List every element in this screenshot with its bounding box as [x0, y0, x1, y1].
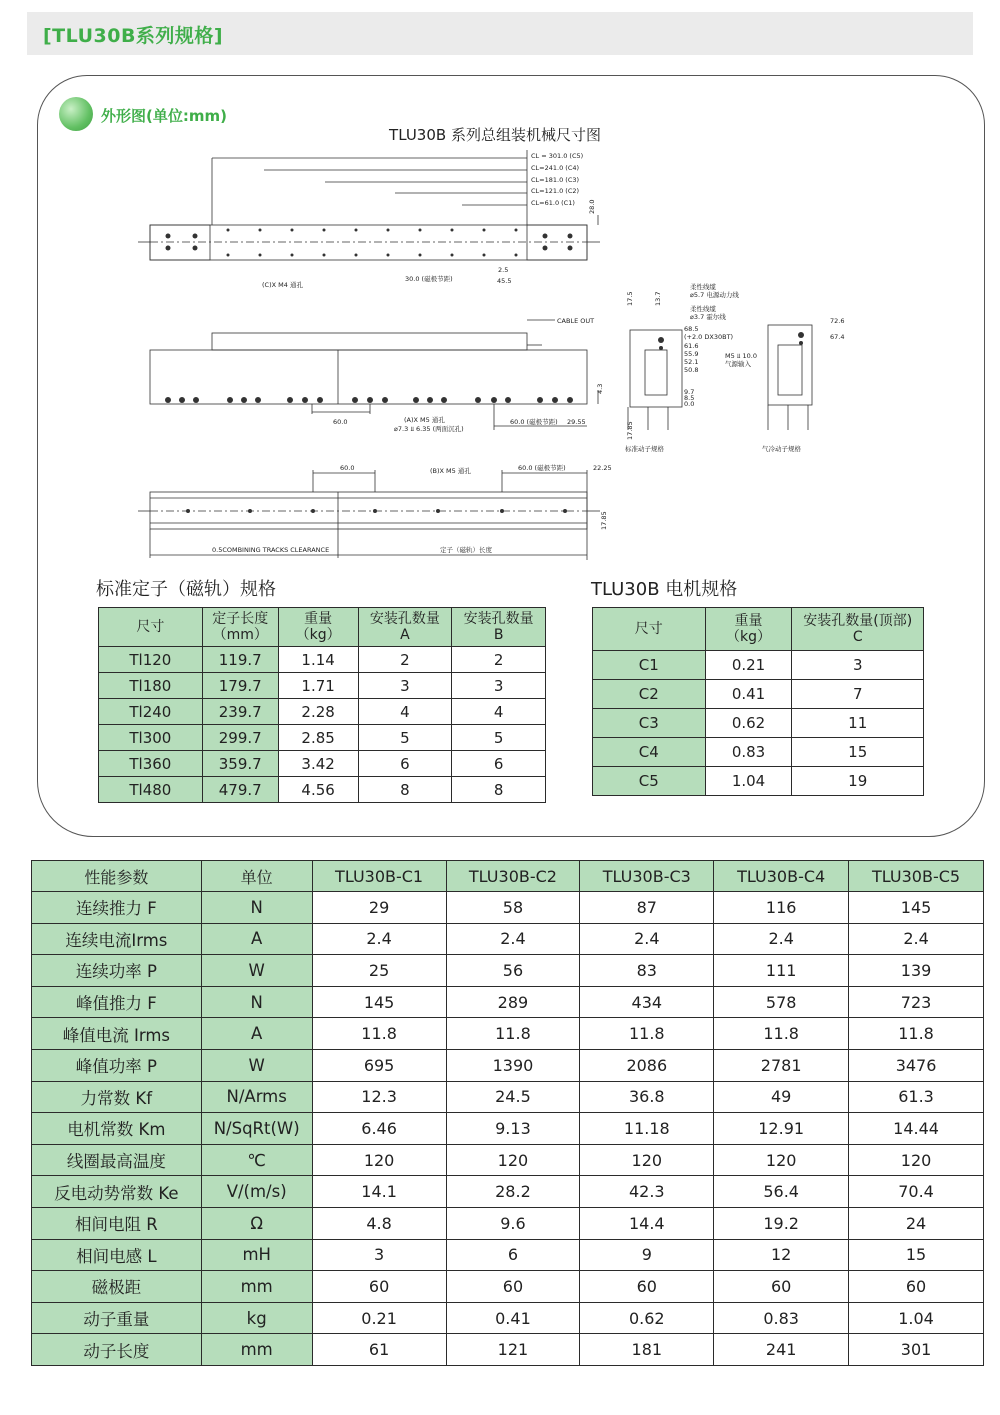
table-cell: 8	[358, 777, 452, 803]
dim-52-1: 52.1	[684, 358, 699, 366]
dim-cl3: CL=181.0 (C3)	[531, 176, 580, 184]
table-cell: 12.3	[312, 1081, 446, 1113]
table-cell: 4	[452, 699, 546, 725]
table-cell: 111	[714, 955, 849, 987]
table-cell: 相间电阻 R	[32, 1207, 202, 1239]
table-cell: 239.7	[202, 699, 278, 725]
table-cell: 60	[446, 1271, 580, 1303]
table-cell: 电机常数 Km	[32, 1113, 202, 1145]
table-cell: Tl180	[99, 673, 203, 699]
table-cell: 动子重量	[32, 1302, 202, 1334]
table-cell: 线圈最高温度	[32, 1144, 202, 1176]
table-row	[32, 1207, 984, 1239]
standard-mover-end-view	[630, 330, 682, 407]
table-cell: 145	[312, 986, 446, 1018]
table-cell: 120	[446, 1144, 580, 1176]
table-cell: 479.7	[202, 777, 278, 803]
label-cable-power: 柔性线缆	[690, 283, 716, 291]
table-cell: 299.7	[202, 725, 278, 751]
table-cell: 峰值功率 P	[32, 1049, 202, 1081]
table-row	[32, 1302, 984, 1334]
table-cell: 2.4	[580, 923, 714, 955]
dim-4-3: 4.3	[596, 383, 604, 394]
performance-table	[31, 860, 984, 1366]
dim-60a: 60.0	[333, 418, 348, 426]
table-cell: Tl360	[99, 751, 203, 777]
table-cell: 15	[849, 1239, 984, 1271]
table-cell: C4	[593, 738, 706, 767]
label-m5-air: M5 ⫫ 10.0	[725, 352, 758, 360]
dim-17-85: 17.85	[600, 511, 608, 530]
table-cell: 2781	[714, 1049, 849, 1081]
table-cell: 12	[714, 1239, 849, 1271]
table-cell: 19.2	[714, 1207, 849, 1239]
dim-17-5: 17.5	[626, 291, 634, 306]
mover-side-view	[212, 333, 527, 350]
table-cell: Tl120	[99, 647, 203, 673]
table-row	[32, 1239, 984, 1271]
table-cell: 60	[849, 1271, 984, 1303]
table-row	[99, 699, 546, 725]
table-cell: 56.4	[714, 1176, 849, 1208]
table-cell: 359.7	[202, 751, 278, 777]
table-cell: 2.4	[714, 923, 849, 955]
column-header: 重量 （kg）	[705, 608, 792, 651]
table-row	[99, 673, 546, 699]
table-cell: 8	[452, 777, 546, 803]
dim-dx30bt: (+2.0 DX30BT)	[684, 333, 734, 341]
table-cell: mm	[201, 1271, 312, 1303]
column-header: TLU30B-C2	[446, 861, 580, 892]
table-cell: mm	[201, 1334, 312, 1366]
table-cell: 119.7	[202, 647, 278, 673]
column-header: 定子长度 （mm）	[202, 608, 278, 647]
label-air-inlet: 气源输入	[725, 360, 751, 368]
table-cell: 25	[312, 955, 446, 987]
table-cell: 反电动势常数 Ke	[32, 1176, 202, 1208]
outline-title: 外形图(单位:mm)	[101, 107, 227, 125]
table-cell: 1.14	[278, 647, 358, 673]
table-cell: 301	[849, 1334, 984, 1366]
table-row	[99, 777, 546, 803]
table-cell: 61.3	[849, 1081, 984, 1113]
table-cell: A	[201, 1018, 312, 1050]
table-cell: 87	[580, 892, 714, 924]
table-cell: 60	[312, 1271, 446, 1303]
dim-22-25: 22.25	[593, 464, 612, 472]
table-cell: 1.04	[705, 767, 792, 796]
table-cell: 289	[446, 986, 580, 1018]
label-standard-mover: 标准动子规格	[625, 445, 664, 453]
table-cell: 19	[792, 767, 924, 796]
table-cell: 120	[849, 1144, 984, 1176]
label-pitch30: 30.0 (磁极节距)	[405, 275, 453, 283]
table-cell: 11	[792, 709, 924, 738]
stator-side-view	[150, 350, 587, 404]
table-row	[32, 1113, 984, 1145]
table-cell: kg	[201, 1302, 312, 1334]
table-cell: C1	[593, 651, 706, 680]
table-cell: 578	[714, 986, 849, 1018]
motor-table	[592, 607, 924, 796]
table-cell: N	[201, 892, 312, 924]
table-cell: Ω	[201, 1207, 312, 1239]
label-cable-out: CABLE OUT	[557, 317, 595, 325]
dim-61-6: 61.6	[684, 342, 699, 350]
table-row	[32, 923, 984, 955]
dim-2-5: 2.5	[498, 266, 509, 274]
table-row	[32, 1018, 984, 1050]
dim-50-8: 50.8	[684, 366, 699, 374]
table-cell: 12.91	[714, 1113, 849, 1145]
table-cell: 2	[452, 647, 546, 673]
table-cell: 2.85	[278, 725, 358, 751]
column-header: 安装孔数量 B	[452, 608, 546, 647]
motor-title: TLU30B 电机规格	[591, 579, 738, 600]
label-a-m5: (A)X M5 通孔	[404, 416, 445, 424]
table-cell: 61	[312, 1334, 446, 1366]
table-row	[32, 1049, 984, 1081]
label-pitch60a: 60.0 (磁极节距)	[510, 418, 558, 426]
table-cell: 5	[358, 725, 452, 751]
table-cell: V/(m/s)	[201, 1176, 312, 1208]
table-cell: 139	[849, 955, 984, 987]
table-cell: 2.4	[312, 923, 446, 955]
table-cell: mH	[201, 1239, 312, 1271]
table-cell: 29	[312, 892, 446, 924]
table-cell: 60	[714, 1271, 849, 1303]
table-cell: 1390	[446, 1049, 580, 1081]
table-cell: 1.71	[278, 673, 358, 699]
column-header: 重量 （kg）	[278, 608, 358, 647]
table-cell: N/SqRt(W)	[201, 1113, 312, 1145]
table-row	[32, 986, 984, 1018]
table-cell: 2.28	[278, 699, 358, 725]
table-cell: 14.4	[580, 1207, 714, 1239]
table-cell: 0.21	[312, 1302, 446, 1334]
table-cell: 11.8	[446, 1018, 580, 1050]
table-cell: A	[201, 923, 312, 955]
label-clearance: 0.5COMBINING TRACKS CLEARANCE	[212, 546, 330, 554]
mechanical-drawing	[0, 140, 1000, 570]
table-cell: 2.4	[849, 923, 984, 955]
table-cell: 0.41	[705, 680, 792, 709]
table-cell: 7	[792, 680, 924, 709]
table-cell: Tl480	[99, 777, 203, 803]
table-row	[593, 738, 924, 767]
table-cell: 120	[714, 1144, 849, 1176]
table-cell: 9.13	[446, 1113, 580, 1145]
dim-8-5: 8.5	[684, 394, 695, 402]
table-cell: 116	[714, 892, 849, 924]
dim-9-7: 9.7	[684, 388, 695, 396]
column-header: TLU30B-C5	[849, 861, 984, 892]
table-cell: 峰值电流 Irms	[32, 1018, 202, 1050]
stator-bottom-view	[150, 492, 587, 529]
table-cell: 动子长度	[32, 1334, 202, 1366]
table-header-row	[99, 608, 546, 647]
table-cell: Tl240	[99, 699, 203, 725]
table-cell: 9	[580, 1239, 714, 1271]
label-b-m5: (B)X M5 通孔	[430, 467, 471, 475]
table-cell: 3.42	[278, 751, 358, 777]
table-row	[32, 1334, 984, 1366]
page-header	[27, 12, 973, 55]
table-cell: 145	[849, 892, 984, 924]
table-cell: 11.8	[849, 1018, 984, 1050]
table-cell: 11.18	[580, 1113, 714, 1145]
table-row	[32, 1271, 984, 1303]
table-row	[593, 709, 924, 738]
table-cell: 0.62	[580, 1302, 714, 1334]
table-cell: C2	[593, 680, 706, 709]
table-cell: 24.5	[446, 1081, 580, 1113]
table-cell: 58	[446, 892, 580, 924]
stator-table	[98, 607, 546, 803]
table-cell: 49	[714, 1081, 849, 1113]
table-cell: 连续功率 P	[32, 955, 202, 987]
dim-72-6: 72.6	[830, 317, 845, 325]
table-cell: 120	[580, 1144, 714, 1176]
table-cell: W	[201, 1049, 312, 1081]
drawing-title: TLU30B 系列总组装机械尺寸图	[389, 126, 601, 144]
table-cell: 峰值推力 F	[32, 986, 202, 1018]
dim-28: 28.0	[588, 199, 596, 214]
column-header: TLU30B-C3	[580, 861, 714, 892]
table-row	[99, 725, 546, 751]
table-cell: ℃	[201, 1144, 312, 1176]
table-cell: 36.8	[580, 1081, 714, 1113]
table-cell: 3	[452, 673, 546, 699]
table-cell: 2.4	[446, 923, 580, 955]
table-cell: 434	[580, 986, 714, 1018]
column-header: 尺寸	[99, 608, 203, 647]
table-row	[593, 651, 924, 680]
table-cell: 4	[358, 699, 452, 725]
table-cell: 120	[312, 1144, 446, 1176]
table-cell: Tl300	[99, 725, 203, 751]
label-cable-hall-2: ⌀3.7 霍尔线	[690, 313, 726, 321]
table-cell: 181	[580, 1334, 714, 1366]
dim-0-0: 0.0	[684, 400, 695, 408]
dim-55-9: 55.9	[684, 350, 699, 358]
column-header: 安装孔数量 A	[358, 608, 452, 647]
label-c-m4: (C)X M4 通孔	[262, 281, 303, 289]
table-cell: 6.46	[312, 1113, 446, 1145]
table-cell: N	[201, 986, 312, 1018]
table-row	[32, 1144, 984, 1176]
dim-cl2: CL=121.0 (C2)	[531, 187, 580, 195]
table-cell: 3	[312, 1239, 446, 1271]
dim-45-5: 45.5	[497, 277, 512, 285]
table-cell: 24	[849, 1207, 984, 1239]
label-cable-power-2: ⌀5.7 电源动力线	[690, 291, 739, 299]
table-cell: 11.8	[714, 1018, 849, 1050]
table-cell: W	[201, 955, 312, 987]
stator-title: 标准定子（磁轨）规格	[96, 579, 276, 600]
dim-cl1: CL=61.0 (C1)	[531, 199, 575, 207]
table-row	[32, 1176, 984, 1208]
label-pitch60b: 60.0 (磁极节距)	[518, 464, 566, 472]
table-cell: N/Arms	[201, 1081, 312, 1113]
table-cell: C5	[593, 767, 706, 796]
column-header: TLU30B-C1	[312, 861, 446, 892]
table-cell: 相间电感 L	[32, 1239, 202, 1271]
table-cell: 连续推力 F	[32, 892, 202, 924]
table-cell: 0.21	[705, 651, 792, 680]
table-cell: 6	[446, 1239, 580, 1271]
table-cell: 11.8	[312, 1018, 446, 1050]
table-header-row	[32, 861, 984, 892]
table-cell: 0.83	[705, 738, 792, 767]
table-cell: 磁极距	[32, 1271, 202, 1303]
table-cell: 241	[714, 1334, 849, 1366]
dim-29-55: 29.55	[567, 418, 586, 426]
table-cell: 14.1	[312, 1176, 446, 1208]
table-row	[32, 1081, 984, 1113]
table-cell: 力常数 Kf	[32, 1081, 202, 1113]
dim-60b: 60.0	[340, 464, 355, 472]
table-cell: 4.8	[312, 1207, 446, 1239]
table-cell: 3	[792, 651, 924, 680]
table-cell: 179.7	[202, 673, 278, 699]
dim-17-85-end: 17.85	[626, 421, 634, 440]
table-cell: 695	[312, 1049, 446, 1081]
label-a-counterbore: ⌀7.3 ⫫ 6.35 (两面沉孔)	[394, 425, 464, 433]
label-cable-hall: 柔性线缆	[690, 305, 716, 313]
table-header-row	[593, 608, 924, 651]
table-cell: 0.41	[446, 1302, 580, 1334]
table-cell: 42.3	[580, 1176, 714, 1208]
table-cell: 14.44	[849, 1113, 984, 1145]
table-cell: 11.8	[580, 1018, 714, 1050]
table-cell: 1.04	[849, 1302, 984, 1334]
table-cell: C3	[593, 709, 706, 738]
dim-13-7: 13.7	[654, 291, 662, 306]
table-row	[99, 751, 546, 777]
column-header: 尺寸	[593, 608, 706, 651]
column-header: 单位	[201, 861, 312, 892]
table-cell: 4.56	[278, 777, 358, 803]
table-cell: 2086	[580, 1049, 714, 1081]
table-cell: 60	[580, 1271, 714, 1303]
table-cell: 6	[452, 751, 546, 777]
table-cell: 723	[849, 986, 984, 1018]
dim-cl4: CL=241.0 (C4)	[531, 164, 580, 172]
label-stator-length: 定子（磁轨）长度	[440, 546, 492, 554]
air-cooled-mover-end-view	[768, 325, 812, 405]
table-cell: 连续电流Irms	[32, 923, 202, 955]
table-row	[32, 955, 984, 987]
table-cell: 5	[452, 725, 546, 751]
dim-68-5: 68.5	[684, 325, 699, 333]
dim-cl5: CL = 301.0 (C5)	[531, 152, 584, 160]
table-cell: 70.4	[849, 1176, 984, 1208]
table-cell: 6	[358, 751, 452, 777]
table-cell: 3476	[849, 1049, 984, 1081]
table-cell: 0.62	[705, 709, 792, 738]
table-row	[593, 680, 924, 709]
dim-67-4: 67.4	[830, 333, 845, 341]
table-row	[32, 892, 984, 924]
label-air-mover: 气冷动子规格	[762, 445, 801, 453]
table-cell: 0.83	[714, 1302, 849, 1334]
table-cell: 2	[358, 647, 452, 673]
table-row	[99, 647, 546, 673]
mover-top-view	[150, 225, 587, 260]
table-cell: 121	[446, 1334, 580, 1366]
table-cell: 9.6	[446, 1207, 580, 1239]
column-header: 安装孔数量(顶部) C	[792, 608, 924, 651]
table-cell: 3	[358, 673, 452, 699]
column-header: 性能参数	[32, 861, 202, 892]
table-cell: 15	[792, 738, 924, 767]
table-row	[593, 767, 924, 796]
page-title: [TLU30B系列规格]	[43, 25, 224, 47]
table-cell: 56	[446, 955, 580, 987]
table-cell: 28.2	[446, 1176, 580, 1208]
column-header: TLU30B-C4	[714, 861, 849, 892]
table-cell: 83	[580, 955, 714, 987]
